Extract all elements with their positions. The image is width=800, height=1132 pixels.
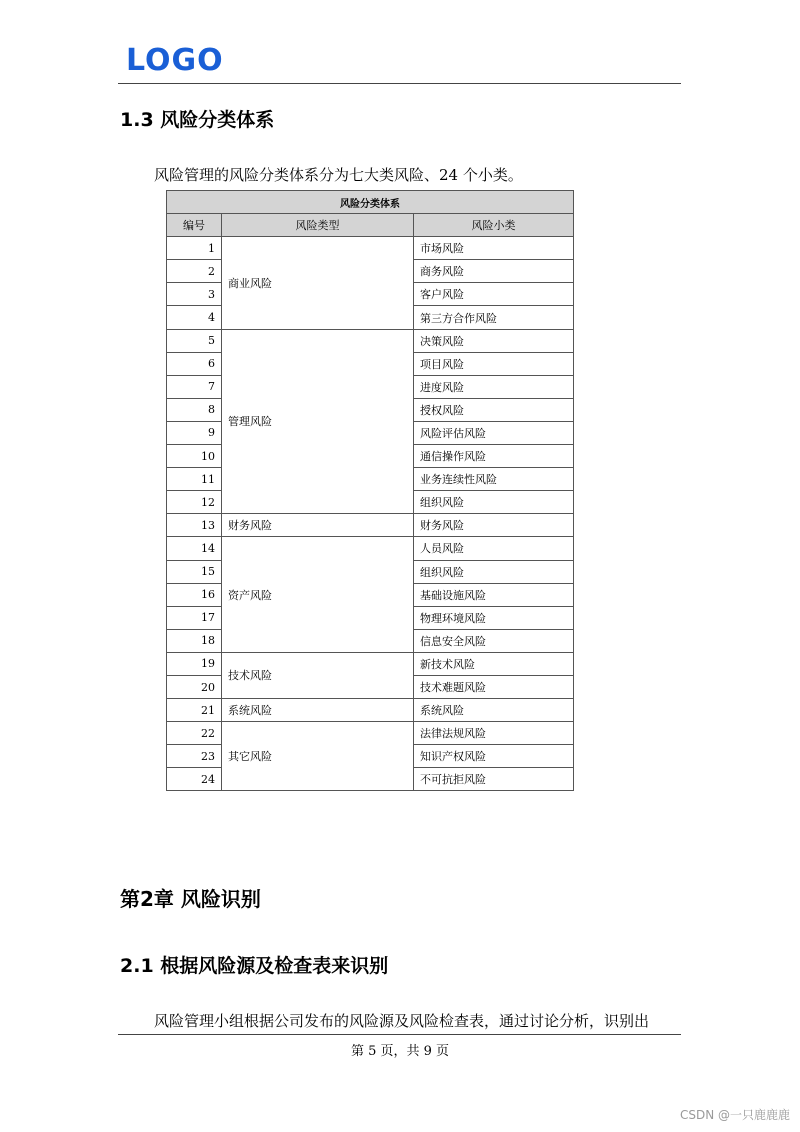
row-number: 23	[167, 745, 222, 768]
table-row	[167, 722, 574, 745]
row-number: 1	[167, 237, 222, 260]
risk-subclass-cell: 市场风险	[414, 237, 574, 260]
table-title: 风险分类体系	[167, 191, 574, 214]
column-header-risk-subclass: 风险小类	[414, 214, 574, 237]
risk-type-cell: 系统风险	[222, 699, 414, 722]
chapter-heading-2: 第2章 风险识别	[120, 887, 261, 911]
risk-type-cell: 财务风险	[222, 514, 414, 537]
footer-divider	[118, 1034, 681, 1035]
risk-subclass-cell: 客户风险	[414, 283, 574, 306]
row-number: 5	[167, 329, 222, 352]
risk-subclass-cell: 进度风险	[414, 375, 574, 398]
risk-subclass-cell: 不可抗拒风险	[414, 768, 574, 791]
risk-subclass-cell: 通信操作风险	[414, 445, 574, 468]
row-number: 24	[167, 768, 222, 791]
watermark: CSDN @一只鹿鹿鹿	[679, 1108, 790, 1122]
row-number: 14	[167, 537, 222, 560]
row-number: 18	[167, 629, 222, 652]
row-number: 7	[167, 375, 222, 398]
row-number: 12	[167, 491, 222, 514]
risk-type-cell: 其它风险	[222, 722, 414, 791]
risk-subclass-cell: 财务风险	[414, 514, 574, 537]
row-number: 22	[167, 722, 222, 745]
logo: LOGO	[126, 43, 224, 78]
risk-subclass-cell: 系统风险	[414, 699, 574, 722]
risk-subclass-cell: 人员风险	[414, 537, 574, 560]
row-number: 13	[167, 514, 222, 537]
risk-classification-table	[166, 190, 574, 791]
section-2-1-paragraph: 风险管理小组根据公司发布的风险源及风险检查表，通过讨论分析，识别出	[154, 1012, 650, 1030]
risk-subclass-cell: 风险评估风险	[414, 421, 574, 444]
risk-subclass-cell: 新技术风险	[414, 652, 574, 675]
row-number: 10	[167, 445, 222, 468]
risk-type-cell: 资产风险	[222, 537, 414, 652]
table-row	[167, 652, 574, 675]
risk-subclass-cell: 商务风险	[414, 260, 574, 283]
column-header-number: 编号	[167, 214, 222, 237]
risk-subclass-cell: 信息安全风险	[414, 629, 574, 652]
risk-subclass-cell: 基础设施风险	[414, 583, 574, 606]
page-number: 第 5 页，共 9 页	[350, 1044, 450, 1059]
section-heading-1-3: 1.3 风险分类体系	[120, 109, 275, 131]
risk-subclass-cell: 第三方合作风险	[414, 306, 574, 329]
risk-subclass-cell: 组织风险	[414, 491, 574, 514]
risk-subclass-cell: 组织风险	[414, 560, 574, 583]
risk-type-cell: 管理风险	[222, 329, 414, 514]
risk-subclass-cell: 业务连续性风险	[414, 468, 574, 491]
risk-subclass-cell: 法律法规风险	[414, 722, 574, 745]
risk-subclass-cell: 授权风险	[414, 398, 574, 421]
table-row	[167, 514, 574, 537]
row-number: 11	[167, 468, 222, 491]
row-number: 21	[167, 699, 222, 722]
risk-subclass-cell: 物理环境风险	[414, 606, 574, 629]
risk-subclass-cell: 决策风险	[414, 329, 574, 352]
section-heading-2-1: 2.1 根据风险源及检查表来识别	[120, 955, 389, 977]
row-number: 9	[167, 421, 222, 444]
table-row	[167, 537, 574, 560]
risk-subclass-cell: 项目风险	[414, 352, 574, 375]
row-number: 15	[167, 560, 222, 583]
row-number: 6	[167, 352, 222, 375]
risk-subclass-cell: 知识产权风险	[414, 745, 574, 768]
row-number: 2	[167, 260, 222, 283]
row-number: 4	[167, 306, 222, 329]
table-row	[167, 329, 574, 352]
row-number: 17	[167, 606, 222, 629]
row-number: 19	[167, 652, 222, 675]
row-number: 3	[167, 283, 222, 306]
row-number: 16	[167, 583, 222, 606]
table-body	[167, 237, 574, 791]
risk-type-cell: 商业风险	[222, 237, 414, 329]
column-header-risk-type: 风险类型	[222, 214, 414, 237]
table-row	[167, 699, 574, 722]
header-divider	[118, 83, 681, 84]
row-number: 8	[167, 398, 222, 421]
row-number: 20	[167, 675, 222, 698]
intro-paragraph: 风险管理的风险分类体系分为七大类风险、24 个小类。	[154, 166, 523, 184]
risk-type-cell: 技术风险	[222, 652, 414, 698]
risk-subclass-cell: 技术难题风险	[414, 675, 574, 698]
table-row	[167, 237, 574, 260]
